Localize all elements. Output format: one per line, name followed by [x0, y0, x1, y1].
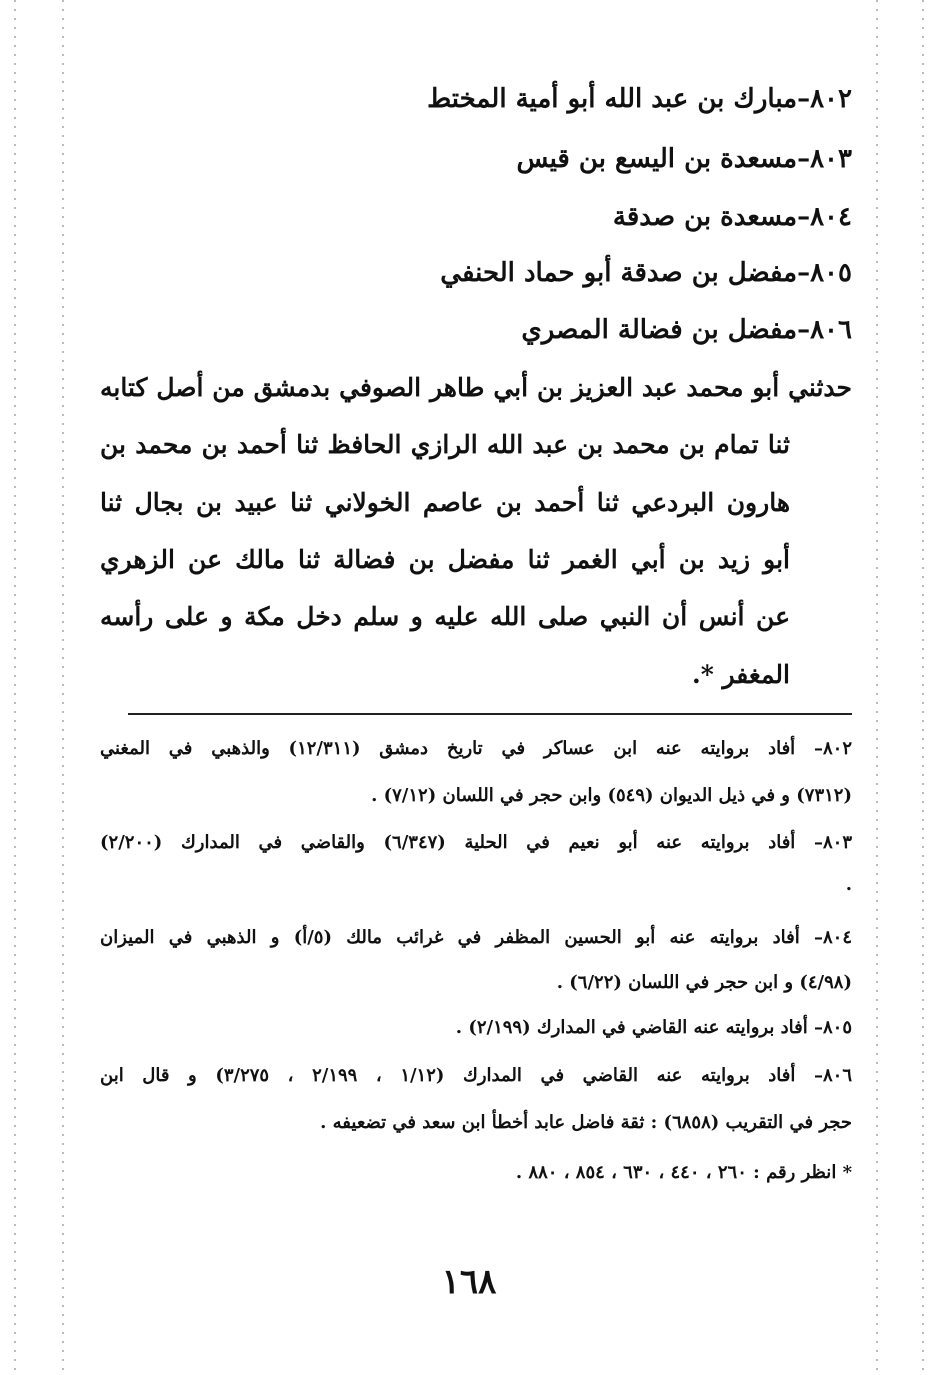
footnote-separator — [128, 713, 852, 715]
binding-dots-right-inner — [876, 0, 878, 1375]
entry-803: ٨٠٣–مسعدة بن اليسع بن قيس — [516, 144, 852, 174]
hadith-line: حدثني أبو محمد عبد العزيز بن أبي طاهر الصوفي بدمشق من أصل كتابه — [100, 373, 852, 402]
entry-806: ٨٠٦–مفضل بن فضالة المصري — [521, 315, 852, 345]
footnote-806-cont: حجر في التقريب (٦٨٥٨) : ثقة فاضل عابد أخطأ ابن سعد في تضعيفه . — [320, 1112, 852, 1133]
binding-dots-left — [14, 0, 16, 1375]
hadith-line: عن أنس أن النبي صلى الله عليه و سلم دخل مكة و على رأسه — [100, 602, 790, 631]
footnote-see-also: * انظر رقم : ٢٦٠ ، ٤٤٠ ، ٦٣٠ ، ٨٥٤ ، ٨٨٠ . — [515, 1162, 852, 1183]
footnote-803: ٨٠٣– أفاد بروايته عنه أبو نعيم في الحلية (٦/٣٤٧) والقاضي في المدارك (٢/٢٠٠) — [100, 832, 852, 853]
footnote-804-cont: (٤/٩٨) و ابن حجر في اللسان (٦/٢٢) . — [556, 972, 852, 993]
hadith-line: ثنا تمام بن محمد بن عبد الله الرازي الحافظ ثنا أحمد بن محمد بن — [100, 430, 790, 459]
hadith-line: هارون البردعي ثنا أحمد بن عاصم الخولاني ثنا عبيد بن بجال ثنا — [100, 488, 790, 517]
footnote-804: ٨٠٤– أفاد بروايته عنه أبو الحسين المظفر في غرائب مالك (٥/أ) و الذهبي في الميزان — [100, 927, 852, 948]
hadith-line: أبو زيد بن أبي الغمر ثنا مفضل بن فضالة ثنا مالك عن الزهري — [100, 545, 790, 574]
footnote-805: ٨٠٥– أفاد بروايته عنه القاضي في المدارك (٢/١٩٩) . — [455, 1017, 852, 1038]
binding-dots-left-inner — [62, 0, 64, 1375]
page-number: ١٦٨ — [441, 1262, 497, 1302]
footnote-803-cont: . — [845, 874, 852, 895]
entry-802: ٨٠٢–مبارك بن عبد الله أبو أمية المختط — [427, 84, 852, 114]
footnote-802: ٨٠٢– أفاد بروايته عنه ابن عساكر في تاريخ دمشق (١٢/٣١١) والذهبي في المغني — [100, 738, 852, 759]
hadith-line-last: المغفر *. — [692, 660, 790, 689]
footnote-802-cont: (٧٣١٢) و في ذيل الديوان (٥٤٩) وابن حجر في اللسان (٧/١٢) . — [371, 785, 852, 806]
binding-dots-right — [922, 0, 924, 1375]
entry-804: ٨٠٤–مسعدة بن صدقة — [612, 202, 852, 232]
footnote-806: ٨٠٦– أفاد بروايته عنه القاضي في المدارك (١/١٢ ، ٢/١٩٩ ، ٣/٢٧٥) و قال ابن — [100, 1065, 853, 1086]
entry-805: ٨٠٥–مفضل بن صدقة أبو حماد الحنفي — [440, 258, 852, 288]
